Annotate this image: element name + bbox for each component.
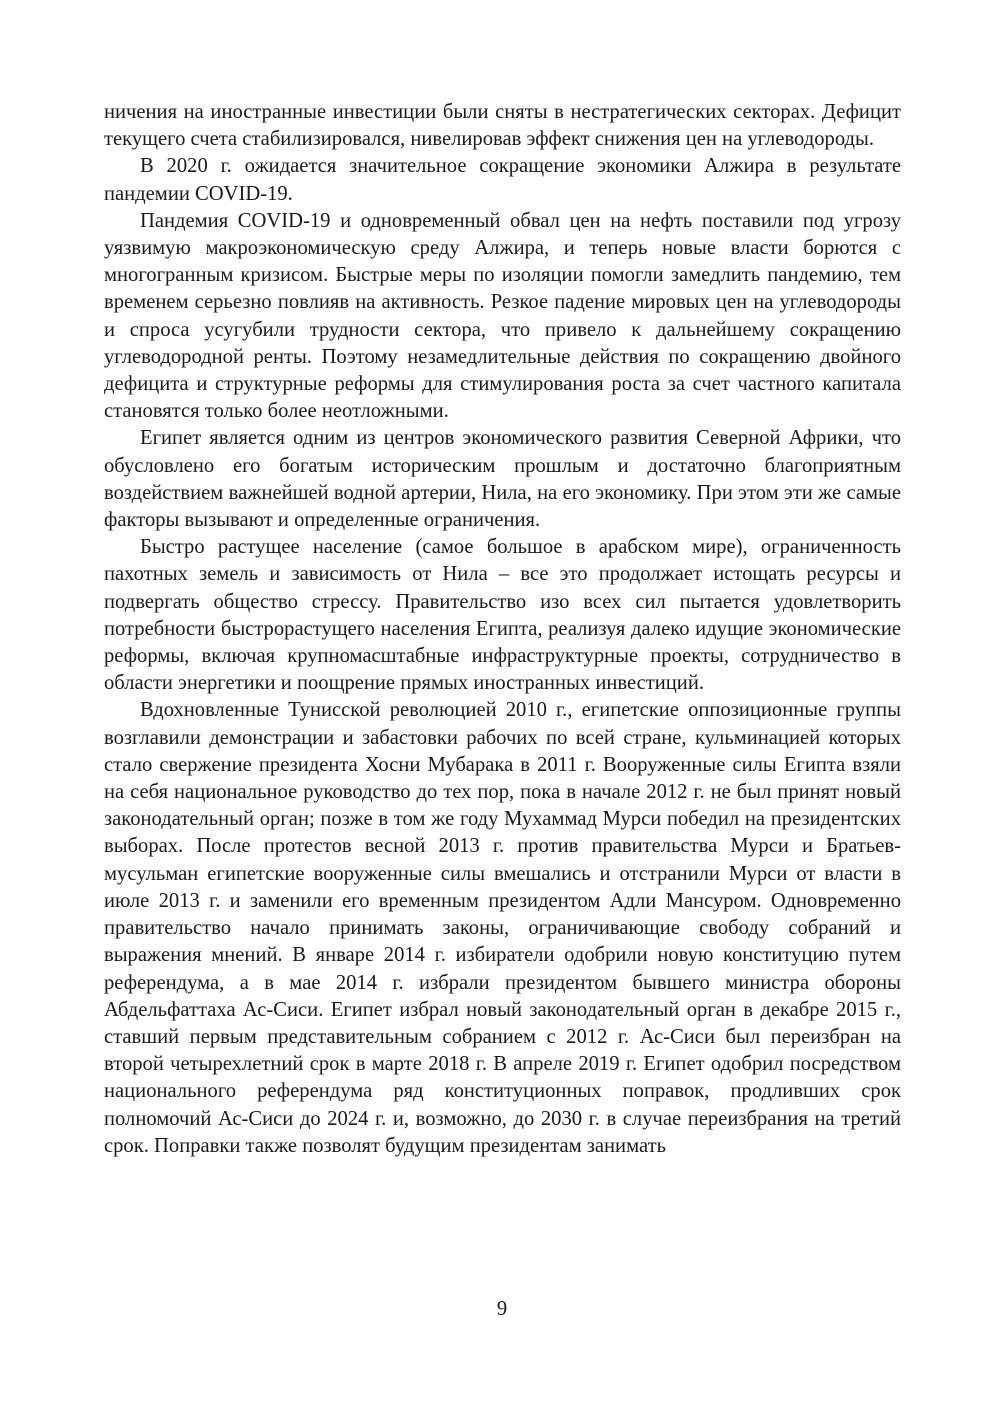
paragraph-4: Египет является одним из центров экономического развития Северной Африки, что обусловлено его богатым историческим прошлым и достаточно благоприятным воздействием важнейшей водной артерии, Нила, на его экономику. При этом эти же самые факторы вызывают и определенные ограничения. bbox=[104, 427, 901, 532]
page-number: 9 bbox=[496, 1298, 508, 1320]
paragraph-6: Вдохновленные Тунисской революцией 2010 г., египетские оппозиционные группы возглавили демонстрации и забастовки рабочих по всей стране, кульминацией которых стало свержение президента Хосни Мубарака в 2011 г. Вооруженные силы Египта взяли на себя национальное руководство до тех пор, пока в начале 2012 г. не был принят новый законодательный орган; позже в том же году Мухаммад Мурси победил на президентских выборах. После протестов весной 2013 г. против правительства Мурси и Братьев-мусульман египетские вооруженные силы вмешались и отстранили Мурси от власти в июле 2013 г. и заменили его временным президентом Адли Мансуром. Одновременно правительство начало принимать законы, ограничивающие свободу собраний и выражения мнений. В январе 2014 г. избиратели одобрили новую конституцию путем референдума, а в мае 2014 г. избрали президентом бывшего министра обороны Абдельфаттаха Ас-Сиси. Египет избрал новый законодательный орган в декабре 2015 г., ставший первым представительным собранием с 2012 г. Ас-Сиси был переизбран на второй четырехлетний срок в марте 2018 г. В апреле 2019 г. Египет одобрил посредством национального референдума ряд конституционных поправок, продливших срок полномочий Ас-Сиси до 2024 г. и, возможно, до 2030 г. в случае переизбрания на третий срок. Поправки также позволят будущим президентам занимать bbox=[104, 699, 901, 1157]
paragraph-3: Пандемия COVID-19 и одновременный обвал цен на нефть поставили под угрозу уязвимую макроэкономическую среду Алжира, и теперь новые власти борются с многогранным кризисом. Быстрые меры по изоляции помогли замедлить пандемию, тем временем серьезно повлияв на активность. Резкое падение мировых цен на углеводороды и спроса усугубили трудности сектора, что привело к дальнейшему сокращению углеводородной ренты. Поэтому незамедлительные действия по сокращению двойного дефицита и структурные реформы для стимулирования роста за счет частного капитала становятся только более неотложными. bbox=[104, 209, 901, 423]
paragraph-2: В 2020 г. ожидается значительное сокращение экономики Алжира в результате пандемии COVID-19. bbox=[104, 155, 901, 205]
paragraph-1: ничения на иностранные инвестиции были сняты в нестратегических секторах. Дефицит текущего счета стабилизировался, нивелировав эффект снижения цен на углеводороды. bbox=[104, 101, 901, 151]
page-body bbox=[104, 99, 901, 1160]
paragraph-5: Быстро растущее население (самое большое в арабском мире), ограниченность пахотных земель и зависимость от Нила – все это продолжает истощать ресурсы и подвергать общество стрессу. Правительство изо всех сил пытается удовлетворить потребности быстрорастущего населения Египта, реализуя далеко идущие экономические реформы, включая крупномасштабные инфраструктурные проекты, сотрудничество в области энергетики и поощрение прямых иностранных инвестиций. bbox=[104, 536, 901, 695]
